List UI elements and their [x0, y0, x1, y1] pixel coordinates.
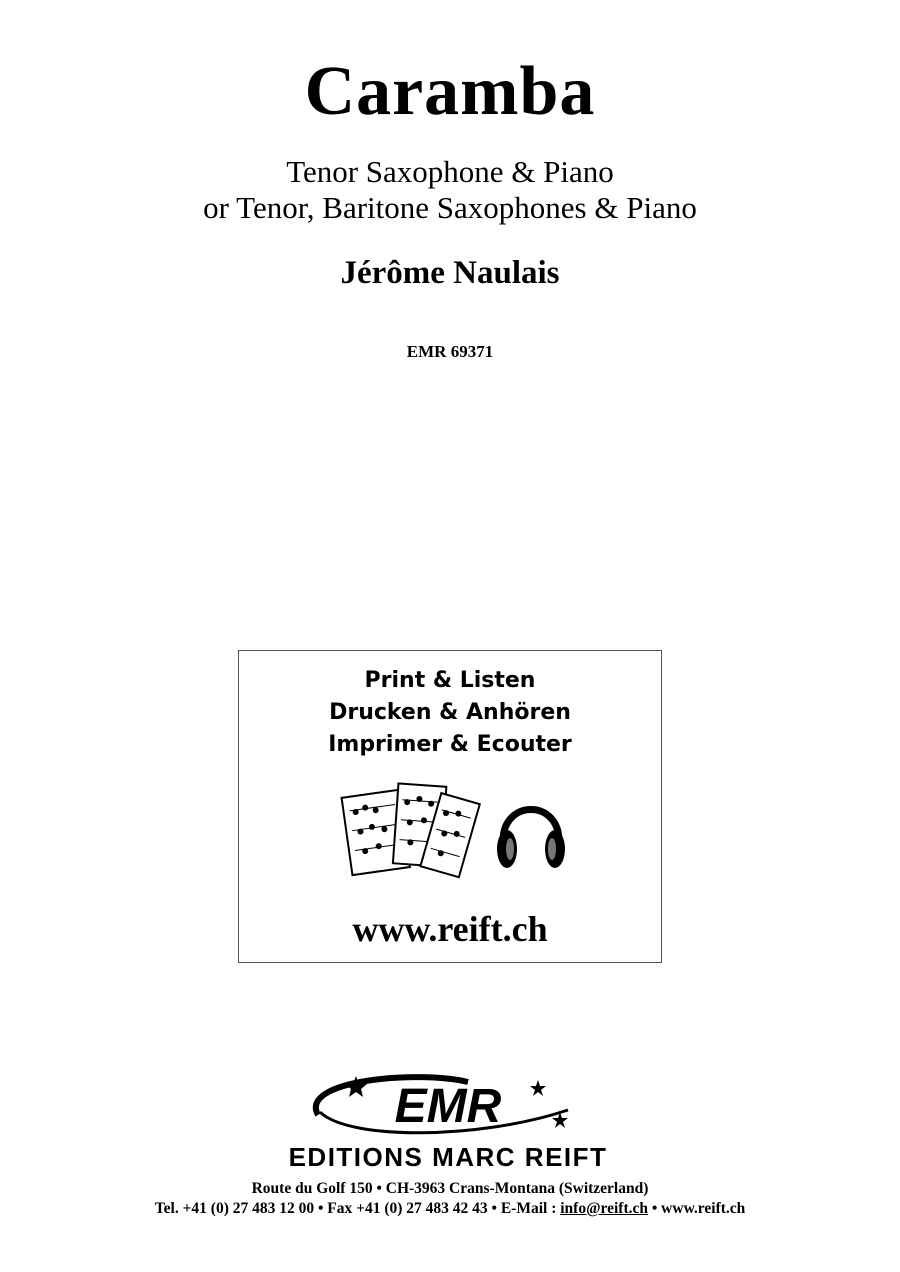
- sheet-music-icon: [342, 783, 480, 877]
- promo-line: Drucken & Anhören: [329, 700, 571, 725]
- contact-line: [0, 1199, 900, 1219]
- instrumentation-line: Tenor Saxophone & Piano: [286, 154, 614, 189]
- logo-mark: EMR: [394, 1080, 502, 1133]
- publisher-name: EDITIONS MARC REIFT: [288, 1142, 608, 1170]
- score-title: Caramba: [304, 53, 596, 130]
- contact-website[interactable]: • www.reift.ch: [648, 1200, 746, 1217]
- emr-logo: [238, 1070, 678, 1170]
- contact-phone-fax: Tel. +41 (0) 27 483 12 00 • Fax +41 (0) 27 483 42 43 • E-Mail :: [154, 1200, 561, 1217]
- promo-lines: [239, 665, 661, 761]
- promo-line: Imprimer & Ecouter: [328, 732, 572, 757]
- address-line: Route du Golf 150 • CH-3963 Crans-Montana (Switzerland): [251, 1180, 649, 1197]
- star-icon: [530, 1080, 546, 1096]
- instrumentation: [0, 154, 900, 226]
- headphones-icon: [497, 810, 565, 869]
- catalog-number: EMR 69371: [406, 342, 494, 361]
- promo-illustration: [339, 779, 569, 889]
- promo-line: Print & Listen: [364, 668, 536, 693]
- instrumentation-line: or Tenor, Baritone Saxophones & Piano: [203, 190, 697, 225]
- promo-website[interactable]: www.reift.ch: [352, 909, 548, 949]
- email-link[interactable]: info@reift.ch: [560, 1200, 648, 1217]
- publisher-address: [0, 1179, 900, 1219]
- print-listen-box: [238, 650, 662, 963]
- composer-name: Jérôme Naulais: [340, 255, 560, 291]
